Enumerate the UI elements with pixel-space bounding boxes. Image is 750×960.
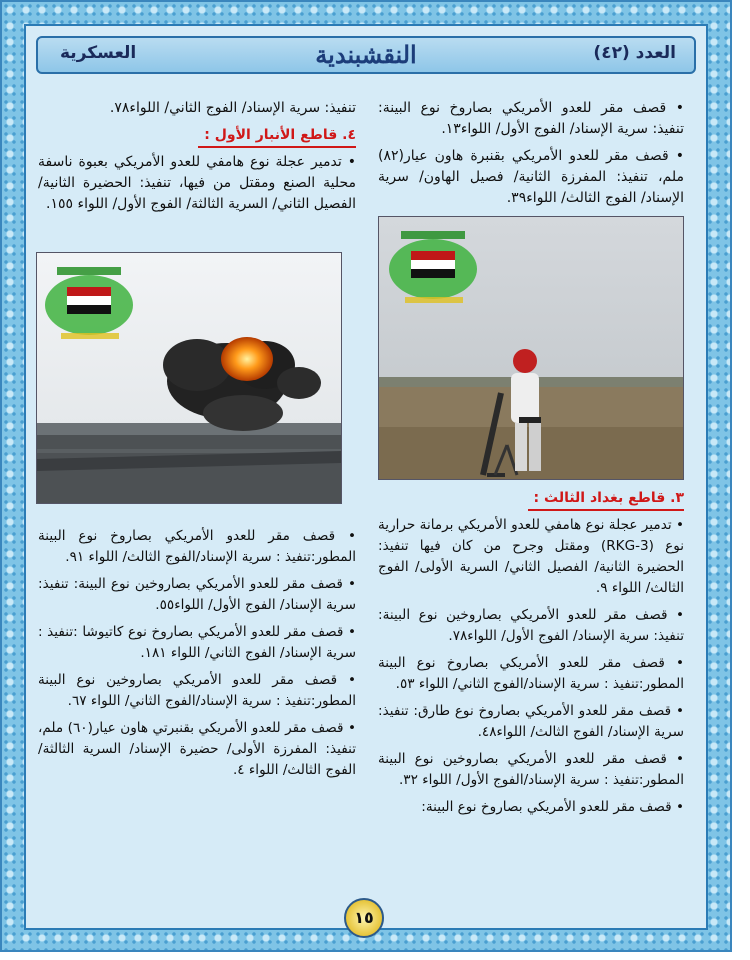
- right-column-top: [378, 98, 684, 215]
- right-column-bottom: [378, 488, 684, 824]
- list-item: • تدمير عجلة نوع هامفي للعدو الأمريكي بعبوة ناسفة محلية الصنع ومقتل من فيها، تنفيذ: الحضيرة الثانية/ الفصيل الثاني/ السرية الثالثة/ الفوج الأول/ اللواء ١٥٥.: [38, 152, 356, 215]
- issue-number: العدد (٤٢): [593, 43, 676, 63]
- list-item: • قصف مقر للعدو الأمريكي بصاروخين نوع البينة: تنفيذ: سرية الإسناد/ الفوج الأول/ اللواء٧٨.: [378, 605, 684, 647]
- list-item: • قصف مقر للعدو الأمريكي بصاروخين نوع البينة: تنفيذ: سرية الإسناد/ الفوج الأول/ اللواء٥٥.: [38, 574, 356, 616]
- left-top-line: تنفيذ: سرية الإسناد/ الفوج الثاني/ اللواء٧٨.: [109, 100, 356, 116]
- explosion-image: [37, 253, 341, 503]
- list-item: • قصف مقر للعدو الأمريكي بصاروخ نوع كاتيوشا :تنفيذ : سرية الإسناد/ الفوج الثاني/ اللواء ١٨١.: [38, 622, 356, 664]
- list-item: • قصف مقر للعدو الأمريكي بقنبرتي هاون عيار(٦٠) ملم، تنفيذ: المفرزة الأولى/ حضيرة الإسناد/ السرية الثالثة/ الفوج الثالث/ اللواء ٤.: [38, 718, 356, 781]
- list-item: • قصف مقر للعدو الأمريكي بقنبرة هاون عيار(٨٢) ملم، تنفيذ: المفرزة الثانية/ فصيل الهاون/ سرية الإسناد/ الفوج الثالث/ اللواء٣٩.: [378, 146, 684, 209]
- mortar-image: [379, 217, 683, 479]
- list-item: • قصف مقر للعدو الأمريكي بصاروخ نوع البينة المطور:تنفيذ : سرية الإسناد/الفوج الثالث/ اللواء ٩١.: [38, 526, 356, 568]
- mortar-photo: [378, 216, 684, 480]
- page-content-frame: [24, 24, 708, 930]
- left-column-bottom: [38, 526, 356, 787]
- list-item: • تدمير عجلة نوع هامفي للعدو الأمريكي برمانة حرارية نوع (RKG-3) ومقتل وجرح من كان فيها تنفيذ: الحضيرة الثانية/ الفصيل الثاني/ السرية الأولى/ الفوج الثالث/ اللواء ٩.: [378, 515, 684, 599]
- page-header: [36, 36, 696, 74]
- explosion-photo: [36, 252, 342, 504]
- magazine-title: النقشبندية: [315, 40, 417, 69]
- list-item: • قصف مقر للعدو الأمريكي بصاروخين نوع البينة المطور:تنفيذ : سرية الإسناد/الفوج الأول/ اللواء ٣٢.: [378, 749, 684, 791]
- section-name: العسكرية: [60, 43, 137, 63]
- list-item: • قصف مقر للعدو الأمريكي بصاروخ نوع البينة المطور:تنفيذ : سرية الإسناد/الفوج الثاني/ اللواء ٥٣.: [378, 653, 684, 695]
- list-item: • قصف مقر للعدو الأمريكي بصاروخ نوع طارق: تنفيذ: سرية الإسناد/ الفوج الثالث/ اللواء٤٨.: [378, 701, 684, 743]
- list-item: • قصف مقر للعدو الأمريكي بصاروخ نوع البينة:: [378, 797, 684, 818]
- left-column-top: [38, 98, 356, 221]
- section-title-baghdad: ٣. قاطع بغداد الثالث :: [528, 488, 684, 511]
- list-item: • قصف مقر للعدو الأمريكي بصاروخ نوع البينة: تنفيذ: سرية الإسناد/ الفوج الأول/ اللواء١٣.: [378, 98, 684, 140]
- page-number: ١٥: [344, 898, 384, 938]
- section-title-anbar: ٤. قاطع الأنبار الأول :: [198, 125, 356, 148]
- list-item: • قصف مقر للعدو الأمريكي بصاروخين نوع البينة المطور:تنفيذ : سرية الإسناد/الفوج الثاني/ اللواء ٦٧.: [38, 670, 356, 712]
